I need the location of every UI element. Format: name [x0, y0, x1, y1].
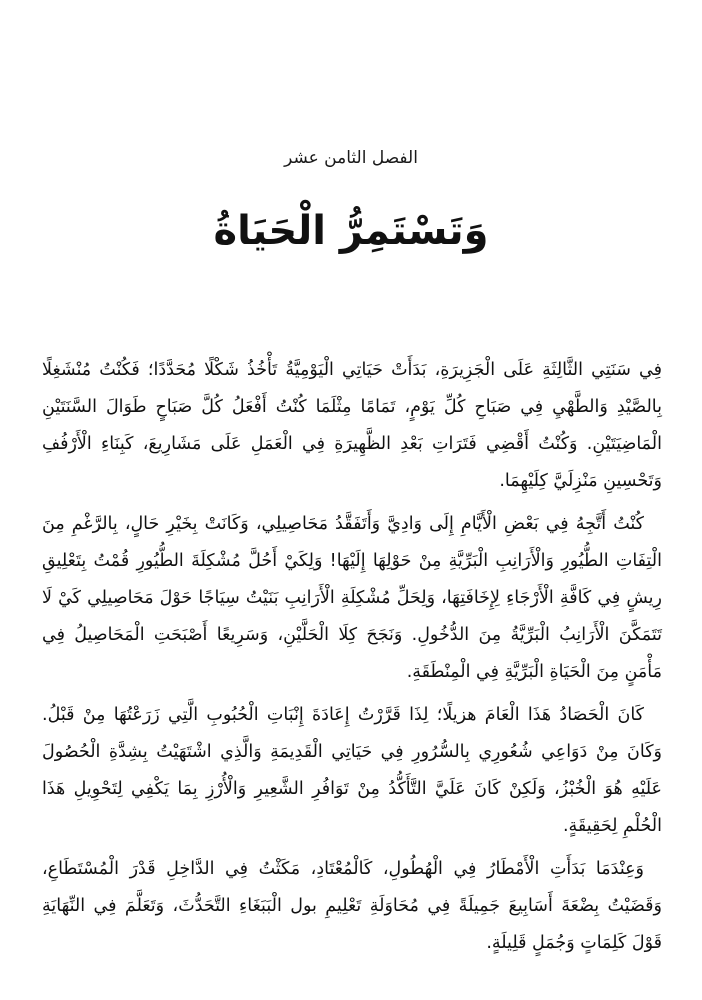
chapter-body [42, 352, 662, 968]
paragraph-2: كُنْتُ أَتَّجِهُ فِي بَعْضِ الْأَيَّامِ إِلَى وَادِيَّ وَأَتَفَقَّدُ مَحَاصِيلِي، وَكَانَتْ بِخَيْرِ حَالٍ، بِالرَّغْمِ مِنَ الْتِفَاتِ الطُّيُورِ وَالْأَرَانِبِ الْبَرِّيَّةِ مِنْ حَوْلِهَا إِلَيْهَا! وَلِكَيْ أَحُلَّ مُشْكِلَةَ الطُّيُورِ قُمْتُ بِتَعْلِيقِ رِيشٍ فِي كَافَّةِ الْأَرْجَاءِ لِإِخَافَتِهَا، وَلِحَلِّ مُشْكِلَةِ الْأَرَانِبِ بَنَيْتُ سِيَاجًا حَوْلَ مَحَاصِيلِي كَيْ لَا تَتَمَكَّنَ الْأَرَانِبُ الْبَرِّيَّةُ مِنَ الدُّخُولِ. وَنَجَحَ كِلَا الْحَلَّيْنِ، وَسَرِيعًا أَصْبَحَتِ الْمَحَاصِيلُ فِي مَأْمَنٍ مِنَ الْحَيَاةِ الْبَرِّيَّةِ فِي الْمِنْطَقَةِ. [42, 514, 662, 682]
paragraph-1: فِي سَنَتِي الثَّالِثَةِ عَلَى الْجَزِيرَةِ، بَدَأَتْ حَيَاتِي الْيَوْمِيَّةُ تَأْخُذُ شَكْلًا مُحَدَّدًا؛ فَكُنْتُ مُنْشَغِلًا بِالصَّيْدِ وَالطَّهْيِ فِي صَبَاحِ كُلِّ يَوْمٍ، تَمَامًا مِثْلَمَا كُنْتُ أَفْعَلُ كُلَّ صَبَاحٍ طَوَالَ السَّنَتَيْنِ الْمَاضِيَتَيْنِ. وَكُنْتُ أَقْضِي فَتَرَاتِ بَعْدِ الظَّهِيرَةِ فِي الْعَمَلِ عَلَى مَشَارِيعَ، كَبِنَاءِ الْأَرْفُفِ وَتَحْسِينِ مَنْزِلَيَّ كِلَيْهِمَا. [42, 360, 662, 491]
paragraph-3: كَانَ الْحَصَادُ هَذَا الْعَامَ هزيلًا؛ لِذَا قَرَّرْتُ إِعَادَةَ إِنْبَاتِ الْحُبُوبِ الَّتِي زَرَعْتُهَا مِنْ قَبْلُ. وَكَانَ مِنْ دَوَاعِي شُعُورِي بِالسُّرُورِ فِي حَيَاتِي الْقَدِيمَةِ وَالَّذِي اشْتَهَيْتُ بِشِدَّةِ الْحُصُولَ عَلَيْهِ هُوَ الْخُبْزُ، وَلَكِنْ كَانَ عَلَيَّ التَّأَكُّدُ مِنْ تَوَافُرِ الشَّعِيرِ وَالْأُرْزِ بِمَا يَكْفِي لِتَحْوِيلِ هَذَا الْحُلْمِ لِحَقِيقَةٍ. [42, 705, 662, 836]
paragraph-4: وَعِنْدَمَا بَدَأَتِ الْأَمْطَارُ فِي الْهُطُولِ، كَالْمُعْتَادِ، مَكَثْتُ فِي الدَّاخِلِ قَدْرَ الْمُسْتَطَاعِ، وَقَضَيْتُ بِضْعَةَ أَسَابِيعَ جَمِيلَةً فِي مُحَاوَلَةِ تَعْلِيمِ بول الْبَبَغَاءِ التَّحَدُّثَ، وَتَعَلَّمَ فِي النِّهَايَةِ قَوْلَ كَلِمَاتٍ وَجُمَلٍ قَلِيلَةٍ. [42, 859, 662, 953]
chapter-title: وَتَسْتَمِرُّ الْحَيَاةُ [213, 208, 489, 254]
chapter-label: الفصل الثامن عشر [284, 148, 418, 168]
